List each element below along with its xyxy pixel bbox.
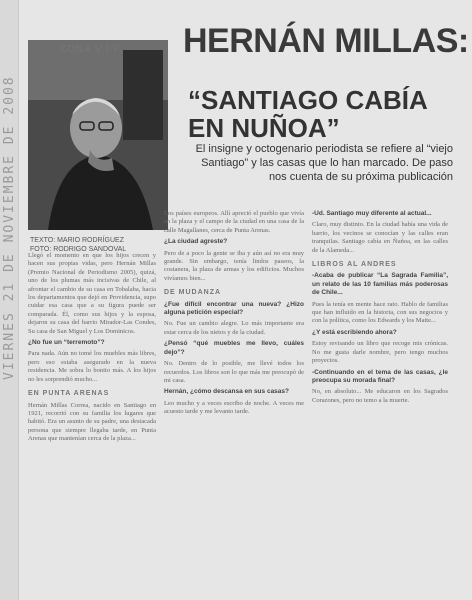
article-column-3 <box>312 210 448 408</box>
paragraph: Leo mucho y a veces escribo de noche. A veces me acuesto tarde y me levanto tarde. <box>164 399 304 416</box>
article-subheadline: “SANTIAGO CABÍA EN NUÑOA” <box>188 85 427 143</box>
paragraph: No, en absoluto... Me educaron en los Sagrados Corazones, pero no temo a la muerte. <box>312 388 448 404</box>
paragraph: Los países europeos. Allí apreció el pueblo que vivía en la plaza y el campo de la ciudad en una casa de la calle Magallanes, cerca de Punta Arenas. <box>164 210 304 234</box>
page-spine <box>0 0 19 600</box>
section-heading: EN PUNTA ARENAS <box>28 390 110 398</box>
photo-credit: FOTO: RODRIGO SANDOVAL <box>30 246 127 253</box>
paragraph: Pero de a poco la gente se iba y aún así no era muy grande. Sin embargo, tenía lindos paseos, la costanera, la plaza de armas y los edificios. Muchos vivíamos bien... <box>164 249 304 282</box>
paragraph: Hernán Millas Correa, nacido en Santiago en 1921, recorrió con su familia los lugares que habitó. Era un asunto de su padre, una destacada persona que siempre llegaba tarde, en Punta Arenas que mantenían cerca de la plaza... <box>28 401 156 443</box>
paragraph: No. Fue un cambio alegre. Lo más importante era estar cerca de los nietos y de la ciudad. <box>164 320 304 336</box>
paragraph: Llegó el momento en que los hijos crecen y hacen sus propias vidas, pero Hernán Millas (Premio Nacional de Periodismo 2005), quizá, uno de los plumas más incisivas de Chile, al afrontar el cambio de su casa en Tobalaba, hacia los departamentos que dejó en Providencia, supo cuidar esa casa que a su figura puede ser comparada. Él, como sus hijos y la esposa, dejaron su casa del barrio Mirador-Las Condes, Su casa de San Miguel y Los Dominicos. <box>28 252 156 335</box>
spine-date: VIERNES 21 DE NOVIEMBRE DE 2008 <box>2 75 17 380</box>
portrait-illustration <box>28 40 168 230</box>
article-column-2 <box>164 210 304 420</box>
paragraph: Claro, muy distinto. En la ciudad había una vida de barrio, los vecinos se conocían y las calles eran tranquilas. Santiago cabía en Ñuñoa, en las calles de la Alameda... <box>312 221 448 254</box>
question: ¿La ciudad agreste? <box>164 238 228 246</box>
portrait-photo <box>28 40 168 230</box>
section-heading: LIBROS AL ANDRES <box>312 261 397 269</box>
question: ¿Y está escribiendo ahora? <box>312 328 397 336</box>
paragraph: Pues la tenía en mente hace rato. Hablo de familias que han influido en la historia, con sus negocios y con la política, como los Edwards y los Matte... <box>312 300 448 325</box>
article-column-1 <box>28 252 156 447</box>
question: ¿Fue difícil encontrar una nueva? ¿Hizo alguna petición especial? <box>164 300 304 317</box>
text-credit: TEXTO: MARIO RODRÍGUEZ <box>30 237 124 244</box>
question: -Acaba de publicar “La Sagrada Familia”, un relato de las 10 familias más poderosas de Chile... <box>312 272 448 297</box>
question: Hernán, ¿cómo descansa en sus casas? <box>164 388 289 396</box>
paragraph: Para nada. Aún no tomé los muebles más libres, pero eso estaba asegurado en la nueva residencia. Me sobra lo bonito más. A los hijos no les sorprendió mucho... <box>28 350 156 383</box>
question: ¿No fue un “terremoto”? <box>28 339 105 347</box>
question: ¿Pensó “qué muebles me llevo, cuáles dejo”? <box>164 340 304 356</box>
question: -Ud. Santiago muy diferente al actual... <box>312 210 432 217</box>
paragraph: No. Dentro de lo posible, me llevé todos los recuerdos. Los libros son lo que más me preocupó de mi casa. <box>164 360 304 384</box>
paragraph: Estoy revisando un libro que recoge mis crónicas. No me gusta darle nombre, pero tengo muchos proyectos. <box>312 340 448 365</box>
article-headline: HERNÁN MILLAS: <box>183 22 469 60</box>
section-label: ZONA V.I.P. <box>60 44 124 55</box>
question: -Continuando en el tema de las casas, ¿le preocupa su morada final? <box>312 368 448 384</box>
section-heading: DE MUDANZA <box>164 289 222 297</box>
article-dek: El insigne y octogenario periodista se refiere al “viejo Santiago” y las casas que lo han marcado. De paso nos cuenta de su próxima publicación <box>195 143 453 183</box>
